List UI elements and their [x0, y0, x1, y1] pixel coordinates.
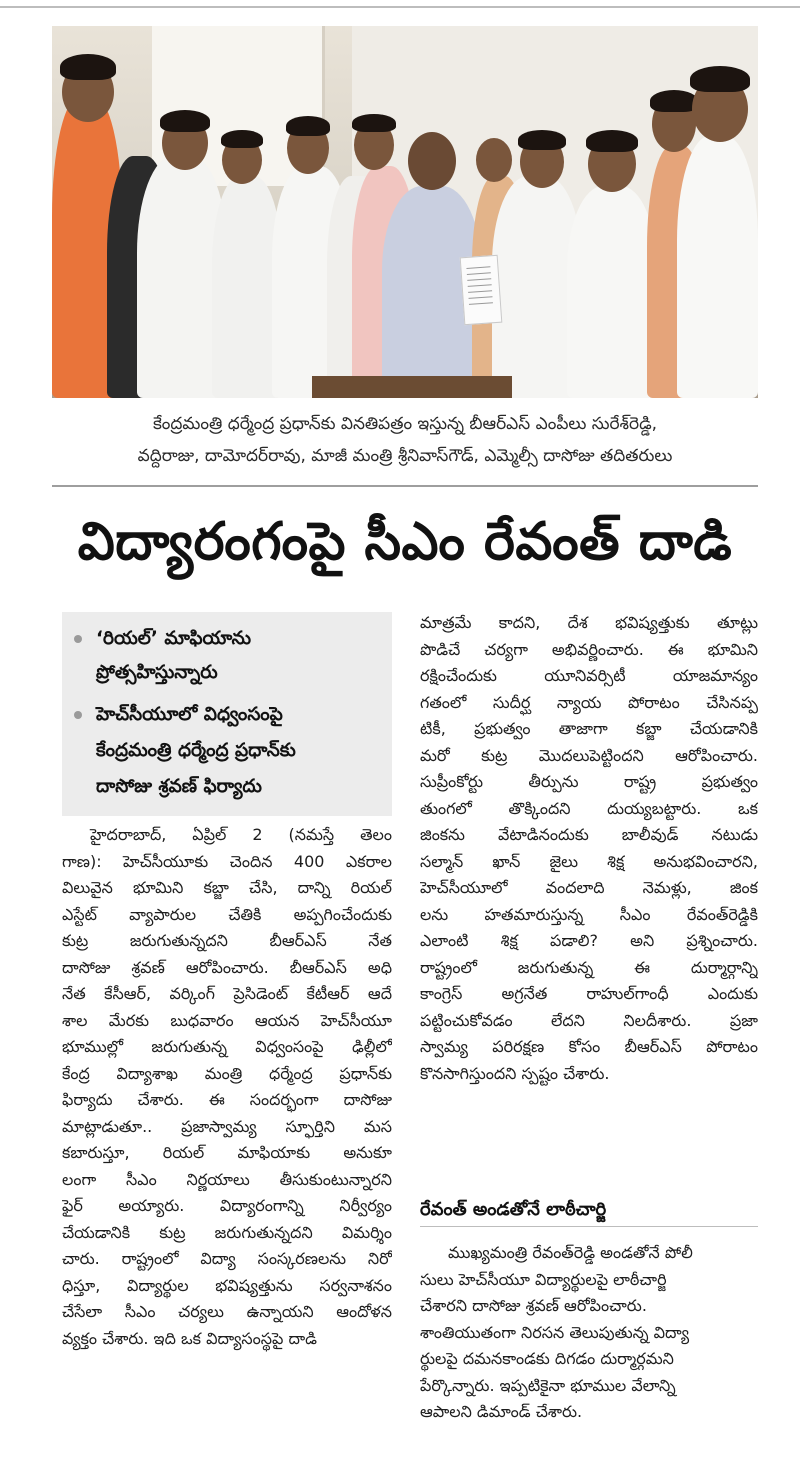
photo-table	[312, 376, 512, 398]
body-line: చేయడానికి కుట్ర జరుగుతున్నదని విమర్శిం	[62, 1222, 392, 1242]
body-line: ఎస్టేట్ వ్యాపారుల చేతికి అప్పగించేందుకు	[62, 904, 392, 924]
body-line: లంగా సీఎం నిర్ణయాలు తీసుకుంటున్నారని	[62, 1169, 392, 1189]
highlight-line: ‘రియల్’ మాఫియాను	[96, 628, 252, 649]
highlight-line: ప్రోత్సహిస్తున్నారు	[96, 662, 218, 683]
bullet-icon	[74, 635, 82, 643]
body-line: శాల మేరకు బుధవారం ఆయన హెచ్‌సీయూ	[62, 1010, 392, 1030]
highlight-line: కేంద్రమంత్రి ధర్మేంద్ర ప్రధాన్‌కు	[96, 740, 296, 761]
body-line: సుప్రీంకోర్టు తీర్పును రాష్ట్ర ప్రభుత్వం	[420, 772, 758, 791]
article-body-sub	[420, 1240, 758, 1426]
subheading: రేవంత్ అండతోనే లాఠీచార్జి	[420, 1199, 607, 1220]
body-line: ఎలాంటి శిక్ష పడాలి? అని ప్రశ్నించారు.	[420, 931, 758, 950]
body-line: తుంగలో తొక్కిందని దుయ్యబట్టారు. ఒక	[420, 798, 758, 818]
highlight-item-1	[74, 624, 386, 684]
highlights-box	[62, 612, 392, 816]
headline: విద్యారంగంపై సీఎం రేవంత్ దాడి	[77, 512, 733, 572]
body-line: హెచ్‌సీయూలో వందలాది నెమళ్లు, జింక	[420, 878, 758, 897]
body-line: మాట్లాడుతూ.. ప్రజాస్వామ్య స్ఫూర్తిని మస	[62, 1116, 392, 1136]
body-line: ముఖ్యమంత్రి రేవంత్‌రెడ్డి అండతోనే పోలీ	[448, 1243, 693, 1262]
photo-caption	[52, 408, 758, 472]
body-line: సల్మాన్ ఖాన్ జైలు శిక్ష అనుభవించారని,	[420, 851, 758, 871]
body-line: కేంద్ర విద్యాశాఖ మంత్రి ధర్మేంద్ర ప్రధాన్‌కు	[62, 1063, 392, 1083]
body-line: ఫైర్ అయ్యారు. విద్యారంగాన్ని నిర్వీర్యం	[62, 1196, 392, 1215]
news-photo	[52, 26, 758, 398]
body-line: చేశారని దాసోజు శ్రవణ్ ఆరోపించారు.	[420, 1296, 647, 1315]
body-line: ధిస్తూ, విద్యార్థుల భవిష్యత్తును సర్వనాశనం	[62, 1275, 392, 1295]
body-line: కాంగ్రెస్ అగ్రనేత రాహుల్‌గాంధీ ఎందుకు	[420, 984, 758, 1003]
body-line: ఆపాలని డిమాండ్ చేశారు.	[420, 1402, 583, 1421]
body-line: టికీ, ప్రభుత్వం తాజాగా కబ్జా చేయడానికి	[420, 719, 758, 738]
body-line: చారు. రాష్ట్రంలో విద్యా సంస్కరణలను నిరో	[62, 1249, 392, 1268]
body-line: లను హతమారుస్తున్న సీఎం రేవంత్‌రెడ్డికి	[420, 904, 758, 924]
body-line: ర్థులపై దమనకాండకు దిగడం దుర్మార్గమని	[420, 1349, 674, 1368]
body-line: భూముల్లో జరుగుతున్న విధ్వంసంపై ఢిల్లీలో	[62, 1037, 392, 1056]
body-line: వ్యక్తం చేశారు. ఇది ఒక విద్యాసంస్థపై దాడి	[62, 1328, 317, 1348]
caption-divider	[52, 485, 758, 487]
body-line: మరో కుట్ర మొదలుపెట్టిందని ఆరోపించారు.	[420, 745, 758, 765]
body-line: పొడిచే చర్యగా అభివర్ణించారు. ఈ భూమిని	[420, 639, 758, 659]
article-body-left	[62, 822, 392, 1352]
highlight-item-2	[74, 700, 386, 810]
body-line: గాణ): హెచ్‌సీయూకు చెందిన 400 ఎకరాల	[62, 851, 392, 871]
body-line: పట్టించుకోవడం లేదని నిలదీశారు. ప్రజా	[420, 1010, 758, 1030]
body-line: పేర్కొన్నారు. ఇప్పటికైనా భూముల వేలాన్ని	[420, 1375, 676, 1395]
body-line: రక్షించేందుకు యూనివర్సిటీ యాజమాన్యం	[420, 666, 758, 685]
highlight-line: దాసోజు శ్రవణ్ ఫిర్యాదు	[96, 776, 262, 797]
subheading-divider	[420, 1226, 758, 1227]
article-body-right	[420, 610, 758, 1087]
top-rule	[0, 6, 800, 8]
body-line: కబారుస్తూ, రియల్ మాఫియాకు అనుకూ	[62, 1143, 392, 1162]
body-line: శాంతియుతంగా నిరసన తెలుపుతున్న విద్యా	[420, 1322, 690, 1342]
caption-line-1: కేంద్రమంత్రి ధర్మేంద్ర ప్రధాన్‌కు వినతిపత్రం ఇస్తున్న బీఆర్‌ఎస్ ఎంపీలు సురేశ్‌రెడ్డి,	[152, 414, 658, 434]
body-line: జింకను వేటాడినందుకు బాలీవుడ్ నటుడు	[420, 825, 758, 844]
bullet-icon	[74, 711, 82, 719]
body-line: చేసేలా సీఎం చర్యలు ఉన్నాయని ఆందోళన	[62, 1302, 392, 1321]
body-line: ఫిర్యాదు చేశారు. ఈ సందర్భంగా దాసోజు	[62, 1090, 392, 1109]
body-line: దాసోజు శ్రవణ్ ఆరోపించారు. బీఆర్‌ఎస్ అధి	[62, 957, 392, 977]
body-line: కుట్ర జరుగుతున్నదని బీఆర్‌ఎస్ నేత	[62, 931, 392, 950]
body-line: గతంలో సుదీర్ఘ న్యాయ పోరాటం చేసినప్ప	[420, 692, 758, 712]
body-line: విలువైన భూమిని కబ్జా చేసి, దాన్ని రియల్	[62, 878, 392, 897]
body-line: స్వామ్య పరిరక్షణ కోసం బీఆర్‌ఎస్ పోరాటం	[420, 1037, 758, 1056]
caption-line-2: వద్దిరాజు, దామోదర్‌రావు, మాజీ మంత్రి శ్రీనివాస్‌గౌడ్, ఎమ్మెల్సీ దాసోజు తదితరులు	[137, 446, 673, 466]
memorandum-document	[460, 255, 503, 325]
highlight-line: హెచ్‌సీయూలో విధ్వంసంపై	[96, 704, 283, 725]
body-line: మాత్రమే కాదని, దేశ భవిష్యత్తుకు తూట్లు	[420, 613, 758, 632]
body-line: నేత కేసీఆర్, వర్కింగ్ ప్రెసిడెంట్ కేటీఆర్ ఆదే	[62, 984, 392, 1003]
body-line: సులు హెచ్‌సీయూ విద్యార్థులపై లాఠీచార్జి	[420, 1269, 667, 1289]
body-line: రాష్ట్రంలో జరుగుతున్న ఈ దుర్మార్గాన్ని	[420, 957, 758, 977]
body-line: కొనసాగిస్తుందని స్పష్టం చేశారు.	[420, 1063, 610, 1083]
body-line: హైదరాబాద్, ఏప్రిల్ 2 (నమస్తే తెలం	[90, 825, 392, 844]
